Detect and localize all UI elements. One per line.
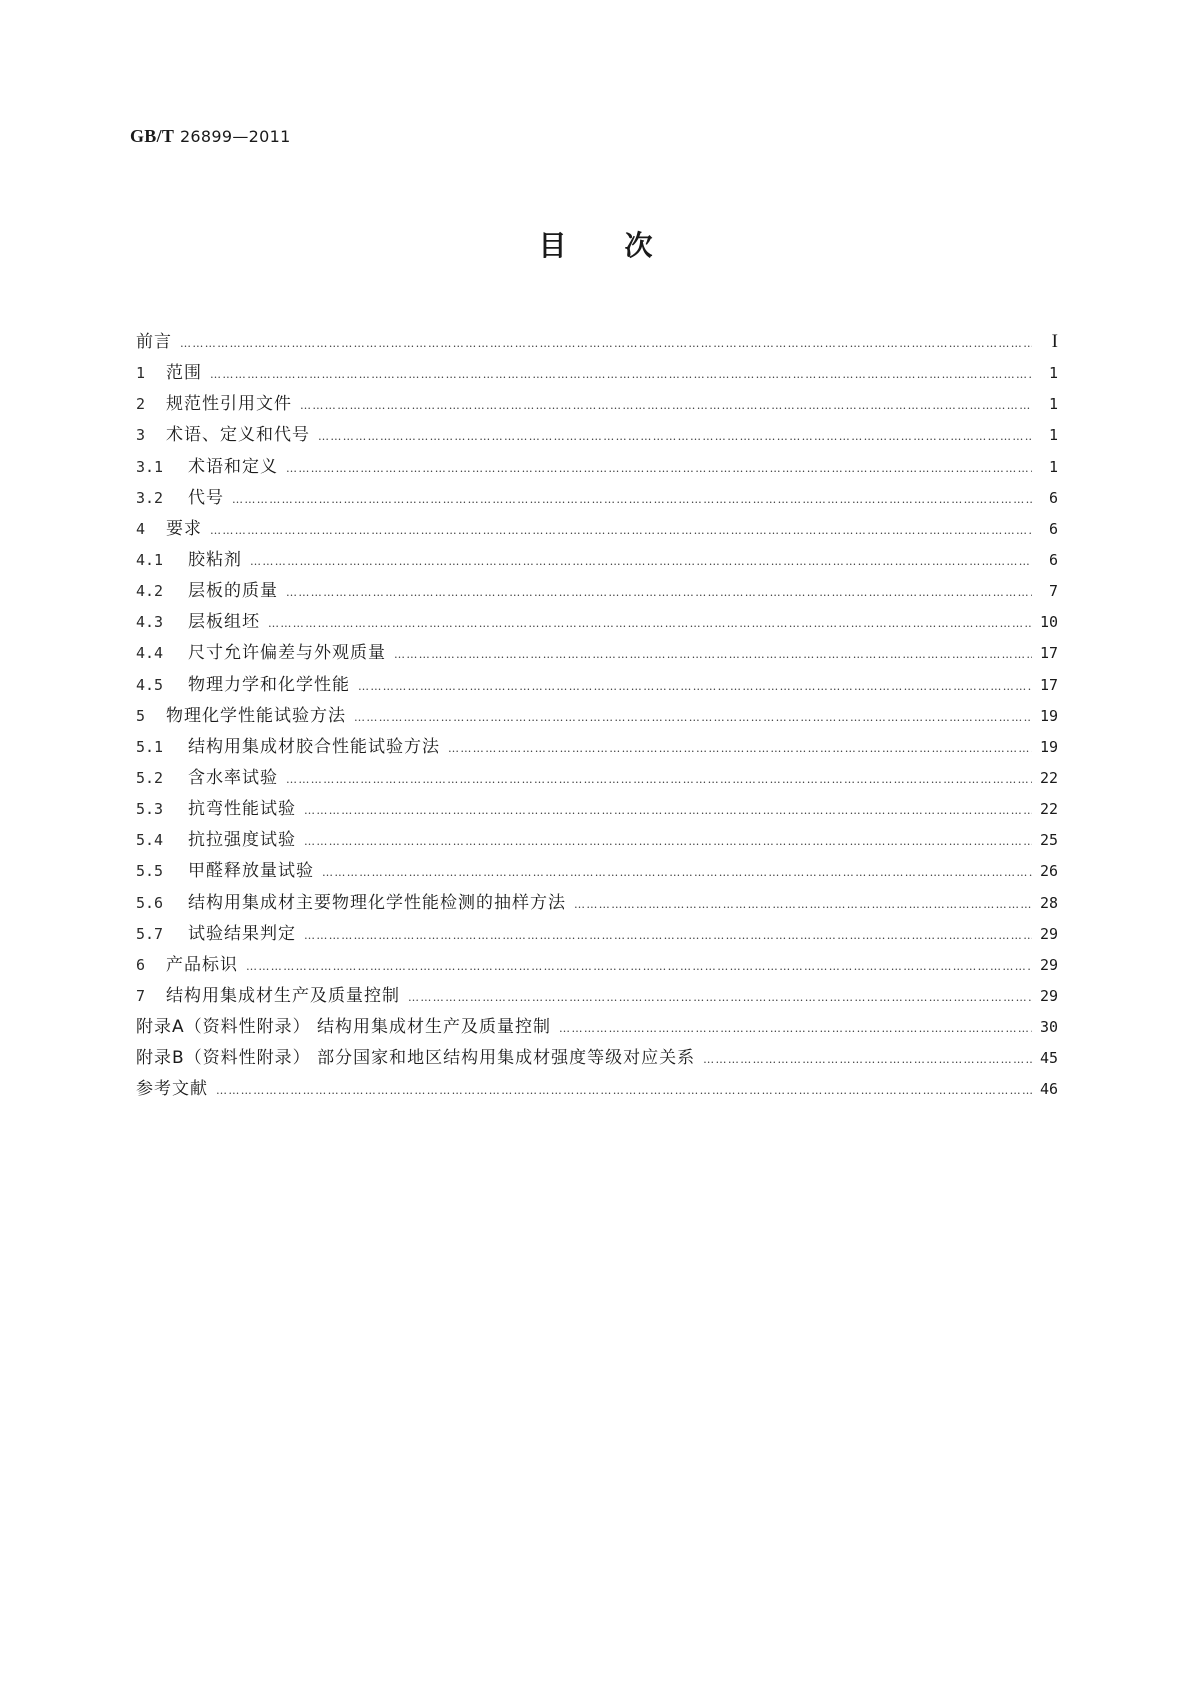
toc-entry-title: 试验结果判定: [188, 923, 296, 944]
dot-leader: [304, 835, 1032, 848]
toc-entry[interactable]: [136, 888, 1058, 919]
toc-entry[interactable]: [136, 638, 1058, 669]
toc-entry-page: 29: [1039, 924, 1058, 943]
toc-entry[interactable]: [136, 327, 1058, 358]
toc-entry-page: 6: [1048, 519, 1058, 538]
dot-leader: [448, 742, 1032, 755]
table-of-contents: [136, 327, 1058, 1106]
dot-leader: [286, 773, 1032, 786]
toc-entry-title: 胶粘剂: [188, 549, 242, 570]
dot-leader: [408, 991, 1032, 1004]
toc-entry-page: 22: [1039, 768, 1058, 787]
toc-entry-title: 结构用集成材主要物理化学性能检测的抽样方法: [188, 892, 566, 913]
toc-entry-number: 6: [136, 955, 146, 974]
dot-leader: [358, 680, 1032, 693]
toc-entry[interactable]: [136, 732, 1058, 763]
dot-leader: [703, 1053, 1032, 1066]
toc-entry[interactable]: [136, 856, 1058, 887]
toc-entry-number: 5.5: [136, 862, 164, 881]
toc-entry-page: 19: [1039, 737, 1058, 756]
toc-entry-title: 附录A（资料性附录） 结构用集成材生产及质量控制: [136, 1017, 552, 1038]
toc-entry-page: 17: [1039, 675, 1058, 694]
toc-entry[interactable]: [136, 825, 1058, 856]
toc-entry-title: 物理力学和化学性能: [188, 674, 350, 695]
toc-entry-page: 10: [1039, 613, 1058, 632]
toc-entry-title: 范围: [166, 363, 202, 384]
toc-entry-title: 抗拉强度试验: [188, 830, 296, 851]
toc-entry-number: 4.5: [136, 675, 164, 694]
toc-entry-number: 4.3: [136, 613, 164, 632]
toc-entry[interactable]: [136, 919, 1058, 950]
dot-leader: [304, 804, 1032, 817]
toc-entry-number: 3.1: [136, 457, 164, 476]
toc-entry-page: 29: [1039, 955, 1058, 974]
toc-entry[interactable]: [136, 545, 1058, 576]
toc-entry[interactable]: [136, 389, 1058, 420]
toc-entry[interactable]: [136, 576, 1058, 607]
toc-entry-title: 结构用集成材胶合性能试验方法: [188, 736, 440, 757]
toc-entry-title: 物理化学性能试验方法: [166, 705, 346, 726]
toc-entry[interactable]: [136, 358, 1058, 389]
toc-entry-title: 抗弯性能试验: [188, 799, 296, 820]
toc-entry[interactable]: [136, 701, 1058, 732]
toc-entry-title: 要求: [166, 518, 202, 539]
standard-prefix: GB/T: [130, 126, 175, 146]
toc-entry-page: 17: [1039, 644, 1058, 663]
toc-entry-title: 术语和定义: [188, 456, 278, 477]
toc-entry-title: 含水率试验: [188, 767, 278, 788]
toc-entry-number: 5: [136, 706, 146, 725]
toc-entry[interactable]: [136, 981, 1058, 1012]
dot-leader: [574, 898, 1032, 911]
toc-entry-number: 1: [136, 364, 146, 383]
toc-entry[interactable]: [136, 1012, 1058, 1043]
toc-entry-title: 附录B（资料性附录） 部分国家和地区结构用集成材强度等级对应关系: [136, 1048, 696, 1069]
toc-entry-page: 1: [1048, 426, 1058, 445]
toc-entry-page: 6: [1048, 488, 1058, 507]
dot-leader: [268, 617, 1032, 630]
toc-entry-title: 规范性引用文件: [166, 394, 292, 415]
toc-entry[interactable]: [136, 483, 1058, 514]
dot-leader: [286, 586, 1032, 599]
toc-entry-title: 参考文献: [136, 1079, 208, 1100]
toc-entry-page: 26: [1039, 862, 1058, 881]
toc-entry-page: 1: [1048, 364, 1058, 383]
dot-leader: [216, 1084, 1032, 1097]
toc-entry[interactable]: [136, 794, 1058, 825]
toc-entry[interactable]: [136, 1074, 1058, 1105]
toc-entry-number: 7: [136, 986, 146, 1005]
standard-number: 26899—2011: [179, 127, 291, 146]
toc-entry-number: 4: [136, 519, 146, 538]
toc-entry-page: 46: [1039, 1080, 1058, 1099]
toc-entry-number: 5.6: [136, 893, 164, 912]
toc-entry-title: 代号: [188, 487, 224, 508]
dot-leader: [210, 524, 1032, 537]
toc-entry[interactable]: [136, 763, 1058, 794]
toc-entry-number: 5.7: [136, 924, 164, 943]
standard-code: [130, 126, 291, 147]
dot-leader: [394, 648, 1032, 661]
toc-entry-title: 尺寸允许偏差与外观质量: [188, 643, 386, 664]
toc-entry[interactable]: [136, 950, 1058, 981]
toc-entry-page: 19: [1039, 706, 1058, 725]
toc-entry-page: 30: [1039, 1018, 1058, 1037]
dot-leader: [300, 399, 1032, 412]
toc-entry-number: 5.4: [136, 831, 164, 850]
toc-entry[interactable]: [136, 1043, 1058, 1074]
dot-leader: [246, 960, 1032, 973]
toc-entry[interactable]: [136, 607, 1058, 638]
toc-entry-title: 结构用集成材生产及质量控制: [166, 985, 400, 1006]
toc-entry[interactable]: [136, 514, 1058, 545]
dot-leader: [286, 462, 1032, 475]
dot-leader: [304, 929, 1032, 942]
toc-entry-page: 7: [1048, 582, 1058, 601]
toc-entry-page: 45: [1039, 1049, 1058, 1068]
toc-entry-number: 2: [136, 395, 146, 414]
toc-entry-page: 1: [1048, 457, 1058, 476]
toc-entry-page: 25: [1039, 831, 1058, 850]
toc-entry-title: 层板组坯: [188, 612, 260, 633]
toc-entry-number: 4.4: [136, 644, 164, 663]
toc-entry-number: 3.2: [136, 488, 164, 507]
dot-leader: [322, 866, 1032, 879]
toc-entry-title: 甲醛释放量试验: [188, 861, 314, 882]
toc-entry-title: 术语、定义和代号: [166, 425, 310, 446]
toc-entry-page: 29: [1039, 986, 1058, 1005]
dot-leader: [210, 368, 1032, 381]
dot-leader: [559, 1022, 1032, 1035]
toc-entry-page: 1: [1048, 395, 1058, 414]
toc-entry-page: 28: [1039, 893, 1058, 912]
toc-entry-number: 5.2: [136, 768, 164, 787]
toc-entry-title: 层板的质量: [188, 581, 278, 602]
dot-leader: [250, 555, 1032, 568]
dot-leader: [232, 493, 1032, 506]
toc-entry-title: 前言: [136, 332, 172, 352]
dot-leader: [318, 430, 1032, 443]
toc-entry-page: 6: [1048, 550, 1058, 569]
toc-entry[interactable]: [136, 670, 1058, 701]
toc-entry[interactable]: [136, 452, 1058, 483]
toc-entry-title: 产品标识: [166, 954, 238, 975]
toc-entry-number: 3: [136, 426, 146, 445]
toc-entry-number: 4.2: [136, 582, 164, 601]
toc-entry-number: 5.3: [136, 800, 164, 819]
dot-leader: [180, 337, 1032, 350]
dot-leader: [354, 711, 1032, 724]
toc-entry-number: 4.1: [136, 550, 164, 569]
toc-entry-page: 22: [1039, 800, 1058, 819]
toc-entry-page: I: [1051, 331, 1058, 352]
toc-entry-number: 5.1: [136, 737, 164, 756]
toc-title: 目次: [538, 229, 711, 262]
toc-entry[interactable]: [136, 420, 1058, 451]
